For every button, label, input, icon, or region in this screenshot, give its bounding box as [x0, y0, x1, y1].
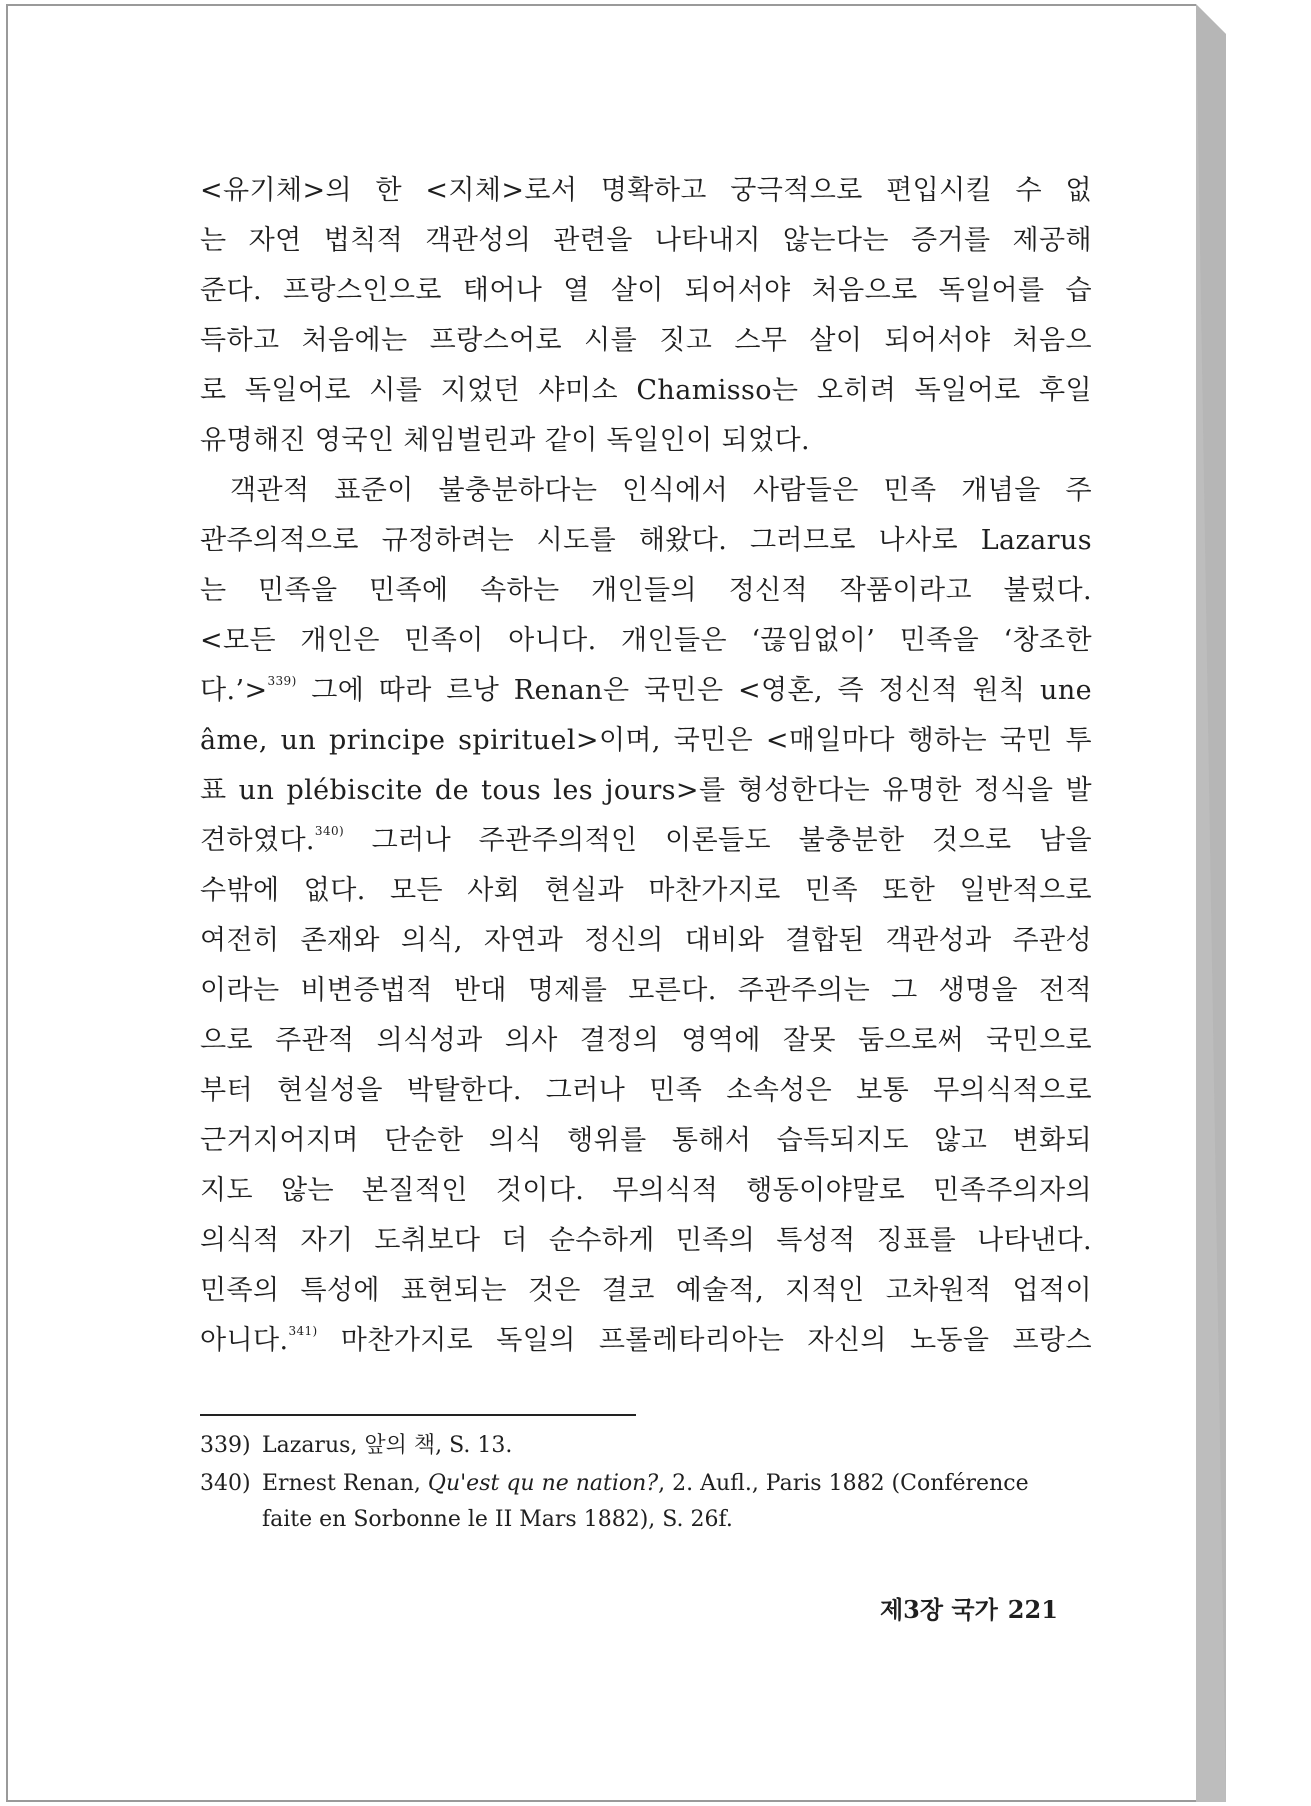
- text-line: 수밖에 없다. 모든 사회 현실과 마찬가지로 민족 또한 일반적으로: [200, 875, 1092, 906]
- footnote-title: Qu'est qu ne nation?: [427, 1471, 659, 1496]
- text-line: 민족의 특성에 표현되는 것은 결코 예술적, 지적인 고차원적 업적이: [200, 1275, 1092, 1306]
- text-line: 준다. 프랑스인으로 태어나 열 살이 되어서야 처음으로 독일어를 습: [200, 275, 1092, 306]
- running-footer: [880, 1590, 1070, 1625]
- text-line: 의식적 자기 도취보다 더 순수하게 민족의 특성적 징표를 나타낸다.: [200, 1225, 1092, 1256]
- text-segment: 견하였다.: [200, 825, 315, 856]
- page-number: 221: [1007, 1595, 1058, 1624]
- footnote-text: Ernest Renan,: [262, 1471, 428, 1496]
- footnote-340: [200, 1466, 1092, 1502]
- text-line: <유기체>의 한 <지체>로서 명확하고 궁극적으로 편입시킬 수 없: [200, 175, 1092, 206]
- text-line: 부터 현실성을 박탈한다. 그러나 민족 소속성은 보통 무의식적으로: [200, 1075, 1092, 1106]
- text-line: 는 자연 법칙적 객관성의 관련을 나타내지 않는다는 증거를 제공해: [200, 225, 1092, 256]
- text-line: 유명해진 영국인 체임벌린과 같이 독일인이 되었다.: [200, 425, 811, 456]
- text-line: [200, 666, 1092, 716]
- text-line: 이라는 비변증법적 반대 명제를 모른다. 주관주의는 그 생명을 전적: [200, 975, 1092, 1006]
- text-segment: 그에 따라 르낭 Renan은 국민은 <영혼, 즉 정신적 원칙 une: [296, 675, 1092, 706]
- footnote-ref: 341): [288, 1324, 318, 1338]
- text-segment: 아니다.: [200, 1325, 289, 1356]
- text-line: 근거지어지며 단순한 의식 행위를 통해서 습득되지도 않고 변화되: [200, 1125, 1092, 1156]
- text-line: 표 un plébiscite de tous les jours>를 형성한다는 유명한 정식을 발: [200, 775, 1092, 806]
- text-segment: 그러나 주관주의적인 이론들도 불충분한 것으로 남을: [344, 825, 1092, 856]
- footnote-number: 339): [200, 1433, 251, 1458]
- text-line: âme, un principe spirituel>이며, 국민은 <매일마다 행하는 국민 투: [200, 725, 1092, 756]
- footnote-339: [200, 1428, 1092, 1464]
- text-line: [200, 1316, 1092, 1366]
- footnote-text: faite en Sorbonne le II Mars 1882), S. 26f.: [262, 1507, 733, 1532]
- text-line: 로 독일어로 시를 지었던 샤미소 Chamisso는 오히려 독일어로 후일: [200, 375, 1092, 406]
- text-line: 는 민족을 민족에 속하는 개인들의 정신적 작품이라고 불렀다.: [200, 575, 1092, 606]
- footnote-divider: [200, 1414, 636, 1416]
- text-line: <모든 개인은 민족이 아니다. 개인들은 ‘끊임없이’ 민족을 ‘창조한: [200, 625, 1092, 656]
- text-line: 관주의적으로 규정하려는 시도를 해왔다. 그러므로 나사로 Lazarus: [200, 525, 1092, 556]
- footnote-text: Lazarus, 앞의 책, S. 13.: [262, 1433, 513, 1458]
- text-line: [200, 816, 1092, 866]
- text-segment: 마찬가지로 독일의 프롤레타리아는 자신의 노동을 프랑스: [317, 1325, 1092, 1356]
- body-text: [200, 166, 1092, 1366]
- footnote-text: , 2. Aufl., Paris 1882 (Conférence: [658, 1471, 1029, 1496]
- text-line: 객관적 표준이 불충분하다는 인식에서 사람들은 민족 개념을 주: [230, 475, 1092, 506]
- footnote-number: 340): [200, 1471, 251, 1496]
- text-line: 지도 않는 본질적인 것이다. 무의식적 행동이야말로 민족주의자의: [200, 1175, 1092, 1206]
- footnote-ref: 339): [267, 674, 297, 688]
- footnote-ref: 340): [314, 824, 345, 838]
- chapter-title: 제3장 국가: [880, 1595, 998, 1624]
- text-line: 득하고 처음에는 프랑스어로 시를 짓고 스무 살이 되어서야 처음으: [200, 325, 1092, 356]
- text-line: 으로 주관적 의식성과 의사 결정의 영역에 잘못 둠으로써 국민으로: [200, 1025, 1092, 1056]
- text-segment: 다.’>: [200, 675, 268, 706]
- text-line: 여전히 존재와 의식, 자연과 정신의 대비와 결합된 객관성과 주관성: [200, 925, 1092, 956]
- footnote-340-continued: [200, 1502, 1092, 1538]
